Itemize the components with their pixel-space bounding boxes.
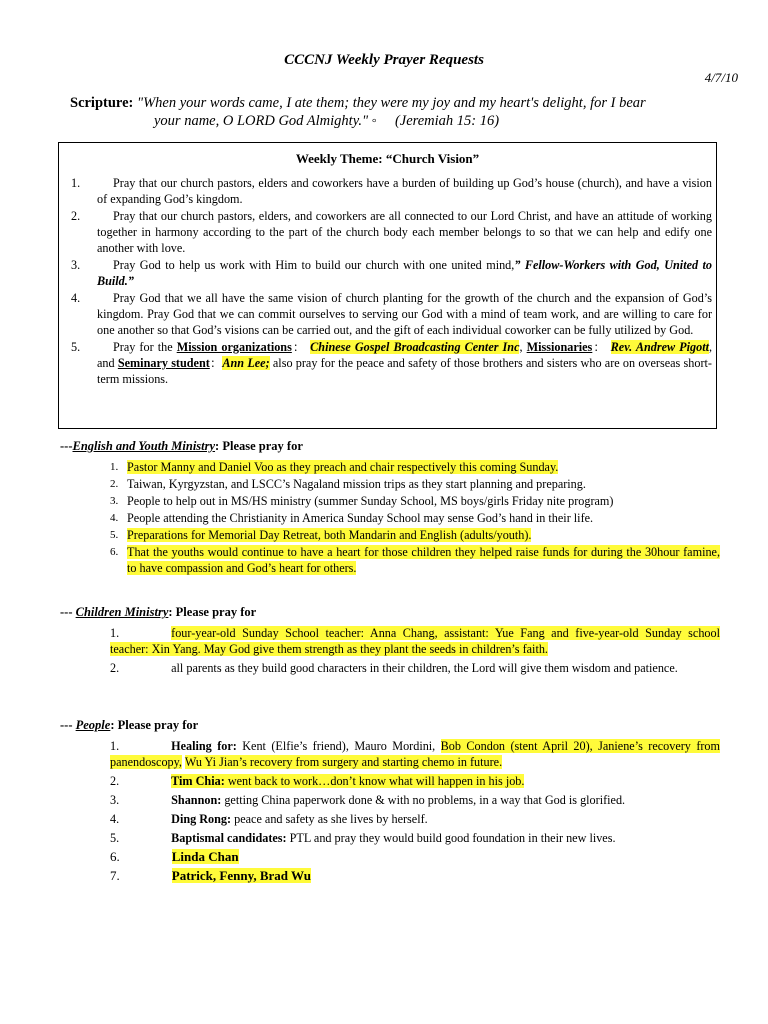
colon: ：	[209, 356, 223, 370]
vision-item-2	[59, 208, 716, 256]
section-name: People	[75, 718, 111, 732]
list-item-number: 2.	[110, 774, 120, 788]
missionaries-label: Missionaries	[526, 340, 593, 354]
list-item-number: 3.	[110, 793, 120, 807]
vision-item-text: Pray God that we all have the same vision of church planting for the growth of the church and the expansion of God’s kingdom. Pray God that we can commit ourselves to serving our God with a mind of team work, and are willing to care for one another so that God’s visions can be carried out, and the gift of each individual coworker can be fully utilized by God.	[97, 291, 712, 337]
list-item-number: 1.	[110, 739, 120, 753]
colon: ：	[291, 340, 311, 354]
vision-item-1	[59, 175, 716, 207]
vision-item-4	[59, 290, 716, 338]
list-item-text: PTL and pray they would build good foundation in their new lives.	[286, 831, 616, 845]
list-item-number: 4.	[110, 512, 119, 524]
vision-item-number: 3.	[71, 258, 81, 272]
list-item-text: People to help out in MS/HS ministry (summer Sunday School, MS boys/girls Friday nite program)	[127, 494, 614, 508]
list-item	[60, 792, 720, 808]
list-item	[60, 625, 720, 657]
list-item-number: 5.	[110, 529, 119, 541]
vision-item-number: 1.	[71, 176, 81, 190]
list-item-number: 1.	[110, 461, 119, 473]
scripture-line-1	[70, 94, 730, 112]
section-name: Children Ministry	[75, 605, 169, 619]
list-item	[60, 476, 720, 492]
section-suffix: : Please pray for	[215, 439, 303, 453]
vision-box	[58, 142, 717, 429]
vision-item-5-pre: Pray for the	[113, 340, 177, 354]
mission-organizations-label: Mission organizations	[176, 340, 292, 354]
list-item-number: 2.	[110, 661, 120, 675]
colon: ：	[592, 340, 611, 354]
list-item	[60, 738, 720, 770]
vision-item-5-post: also pray for the peace and safety of those brothers and sisters who are on overseas short-term missions.	[97, 356, 712, 386]
list-item-label: Linda Chan	[171, 849, 239, 864]
seminary-student-name: Ann Lee;	[222, 356, 270, 370]
list-item-label: Tim Chia:	[171, 774, 225, 788]
children-ministry-section	[60, 604, 720, 679]
list-item	[60, 660, 720, 676]
list-item-number: 5.	[110, 831, 120, 845]
vision-item-text: Pray that our church pastors, elders, and coworkers are all connected to our Lord Christ, and have an attitude of working together in harmony according to the part of the church body each member belongs to so that we can help and edify one another with love.	[97, 209, 712, 255]
list-item-number: 1.	[110, 626, 120, 640]
list-item-text: Pastor Manny and Daniel Voo as they preach and chair respectively this coming Sunday.	[127, 460, 559, 474]
scripture-label: Scripture	[70, 95, 129, 111]
list-item	[60, 868, 720, 884]
people-section	[60, 717, 720, 887]
section-suffix: : Please pray for	[110, 718, 199, 732]
list-item	[60, 510, 720, 526]
section-prefix: ---	[60, 439, 73, 453]
list-item-text: People attending the Christianity in America Sunday School may sense God’s hand in their life.	[127, 511, 594, 525]
scripture-reference: (Jeremiah 15: 16)	[394, 113, 500, 129]
list-item	[60, 459, 720, 475]
vision-item-5	[59, 339, 716, 387]
list-item-label: Baptismal candidates:	[171, 831, 287, 845]
list-item	[60, 773, 720, 789]
list-item	[60, 849, 720, 865]
document-title: CCCNJ Weekly Prayer Requests	[284, 52, 484, 68]
section-prefix: ---	[60, 718, 76, 732]
list-item-number: 2.	[110, 478, 119, 490]
list-item-text: went back to work…don’t know what will happen in his job.	[224, 774, 525, 788]
list-item-text: four-year-old Sunday School teacher: Anna Chang, assistant: Yue Fang and five-year-old Sunday school teacher: Xin Yang. May God give them strength as they plant the seeds in children’s faith.	[110, 626, 720, 656]
and-text: , and	[97, 340, 713, 370]
list-item-label: Shannon:	[171, 793, 222, 807]
document-date: 4/7/10	[704, 70, 738, 85]
list-item-text: Preparations for Memorial Day Retreat, both Mandarin and English (adults/youth).	[127, 528, 532, 542]
list-item-highlight: Wu Yi Jian’s recovery from surgery and starting chemo in future.	[184, 755, 503, 769]
list-item-number: 4.	[110, 812, 120, 826]
list-item-text: That the youths would continue to have a heart for those children they helped raise funds for during the 30hour famine, to have compassion and God’s heart for others.	[127, 545, 720, 575]
scripture-block	[70, 94, 730, 130]
list-item	[60, 493, 720, 509]
section-prefix: ---	[60, 605, 76, 619]
comma: ,	[519, 340, 527, 354]
list-item-number: 6.	[110, 546, 119, 558]
scripture-quote-2: your name, O LORD God Almighty." ◦	[154, 113, 377, 129]
list-item-text: getting China paperwork done & with no problems, in a way that God is glorified.	[221, 793, 626, 807]
section-suffix: : Please pray for	[168, 605, 257, 619]
weekly-theme: Weekly Theme: “Church Vision”	[295, 151, 480, 166]
section-name: English and Youth Ministry	[72, 439, 216, 453]
vision-item-number: 5.	[71, 340, 81, 354]
scripture-quote-1: "When your words came, I ate them; they were my joy and my heart's delight, for I bear	[133, 95, 646, 111]
list-item-label: Ding Rong:	[171, 812, 232, 826]
section-heading	[60, 604, 720, 620]
section-heading	[60, 438, 720, 454]
seminary-student-label: Seminary student	[117, 356, 210, 370]
list-item-text: Taiwan, Kyrgyzstan, and LSCC’s Nagaland mission trips as they start planning and preparing.	[127, 477, 586, 491]
list-item-text: Kent (Elfie’s friend), Mauro Mordini,	[236, 739, 441, 753]
list-item	[60, 544, 720, 576]
scripture-line-2	[70, 112, 730, 130]
list-item-label: Patrick, Fenny, Brad Wu	[171, 868, 312, 883]
list-item	[60, 527, 720, 543]
list-item-label: Healing for:	[171, 739, 237, 753]
mission-organization-name: Chinese Gospel Broadcasting Center Inc	[310, 340, 520, 354]
list-item-highlight: Bob Condon (stent April 20), Janiene’s recovery from panendoscopy,	[110, 739, 721, 769]
vision-item-text: Pray God to help us work with Him to build our church with one united mind,	[113, 258, 515, 272]
scripture-colon: :	[128, 95, 134, 111]
list-item-number: 7.	[110, 868, 120, 883]
vision-item-text: Pray that our church pastors, elders and coworkers have a burden of building up God’s house (church), and have a vision of expanding God’s kingdom.	[97, 176, 712, 206]
list-item	[60, 811, 720, 827]
section-heading	[60, 717, 720, 733]
list-item-number: 3.	[110, 495, 119, 507]
vision-item-3	[59, 257, 716, 289]
list-item-text: all parents as they build good characters in their children, the Lord will give them wisdom and patience.	[171, 661, 678, 675]
english-youth-section	[60, 438, 720, 577]
vision-item-number: 4.	[71, 291, 81, 305]
vision-item-number: 2.	[71, 209, 81, 223]
missionary-name: Rev. Andrew Pigott	[610, 340, 709, 354]
list-item	[60, 830, 720, 846]
vision-item-motto: ” Fellow-Workers with God, United to Build.”	[97, 258, 712, 288]
list-item-number: 6.	[110, 849, 120, 864]
list-item-text: peace and safety as she lives by herself.	[231, 812, 428, 826]
